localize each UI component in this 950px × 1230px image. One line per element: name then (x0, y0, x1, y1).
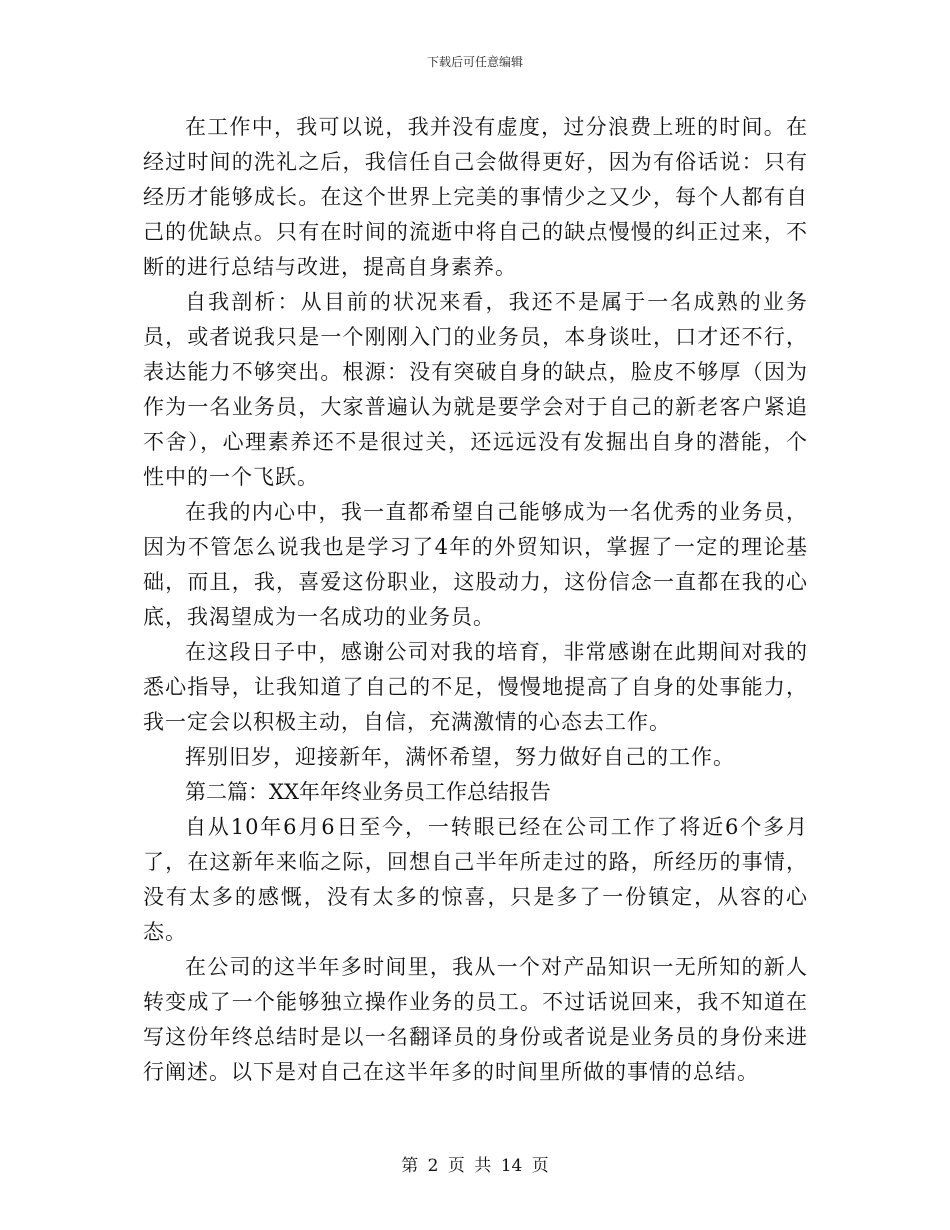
paragraph-self-analysis: 自我剖析：从目前的状况来看，我还不是属于一名成熟的业务员，或者说我只是一个刚刚入门的业务员，本身谈吐，口才还不行，表达能力不够突出。根源：没有突破自身的缺点，脸皮不够厚（因为作为一名业务员，大家普遍认为就是要学会对于自己的新老客户紧追不舍），心理素养还不是很过关，还远远没有发掘出自身的潜能，个性中的一个飞跃。 (143, 290, 808, 489)
page-number: 第 2 页 共 14 页 (401, 1156, 549, 1176)
section-title: 第二篇：XX年年终业务员工作总结报告 (185, 780, 551, 804)
paragraph-aspiration: 在我的内心中，我一直都希望自己能够成为一名优秀的业务员，因为不管怎么说我也是学习了4年的外贸知识，掌握了一定的理论基础，而且，我，喜爱这份职业，这股动力，这份信念一直都在我的心底，我渴望成为一名成功的业务员。 (143, 500, 808, 629)
paragraph-work-attitude: 在工作中，我可以说，我并没有虚度，过分浪费上班的时间。在经过时间的洗礼之后，我信任自己会做得更好，因为有俗话说：只有经历才能够成长。在这个世界上完美的事情少之又少，每个人都有自己的优缺点。只有在时间的流逝中将自己的缺点慢慢的纠正过来，不断的进行总结与改进，提高自身素养。 (143, 115, 808, 279)
page-header (0, 54, 950, 70)
document-body (143, 110, 808, 1090)
page-footer (0, 1155, 950, 1177)
paragraph-half-year: 在公司的这半年多时间里，我从一个对产品知识一无所知的新人转变成了一个能够独立操作业务的员工。不过话说回来，我不知道在写这份年终总结时是以一名翻译员的身份或者说是业务员的身份来进行阐述。以下是对自己在这半年多的时间里所做的事情的总结。 (143, 955, 808, 1084)
header-note: 下载后可任意编辑 (426, 55, 523, 69)
paragraph-since-start: 自从10年6月6日至今，一转眼已经在公司工作了将近6个多月了，在这新年来临之际，回想自己半年所走过的路，所经历的事情，没有太多的感慨，没有太多的惊喜，只是多了一份镇定，从容的心态。 (143, 815, 808, 944)
paragraph-gratitude: 在这段日子中，感谢公司对我的培育，非常感谢在此期间对我的悉心指导，让我知道了自己的不足，慢慢地提高了自身的处事能力，我一定会以积极主动，自信，充满激情的心态去工作。 (143, 640, 808, 734)
paragraph-new-year: 挥别旧岁，迎接新年，满怀希望，努力做好自己的工作。 (185, 745, 735, 769)
